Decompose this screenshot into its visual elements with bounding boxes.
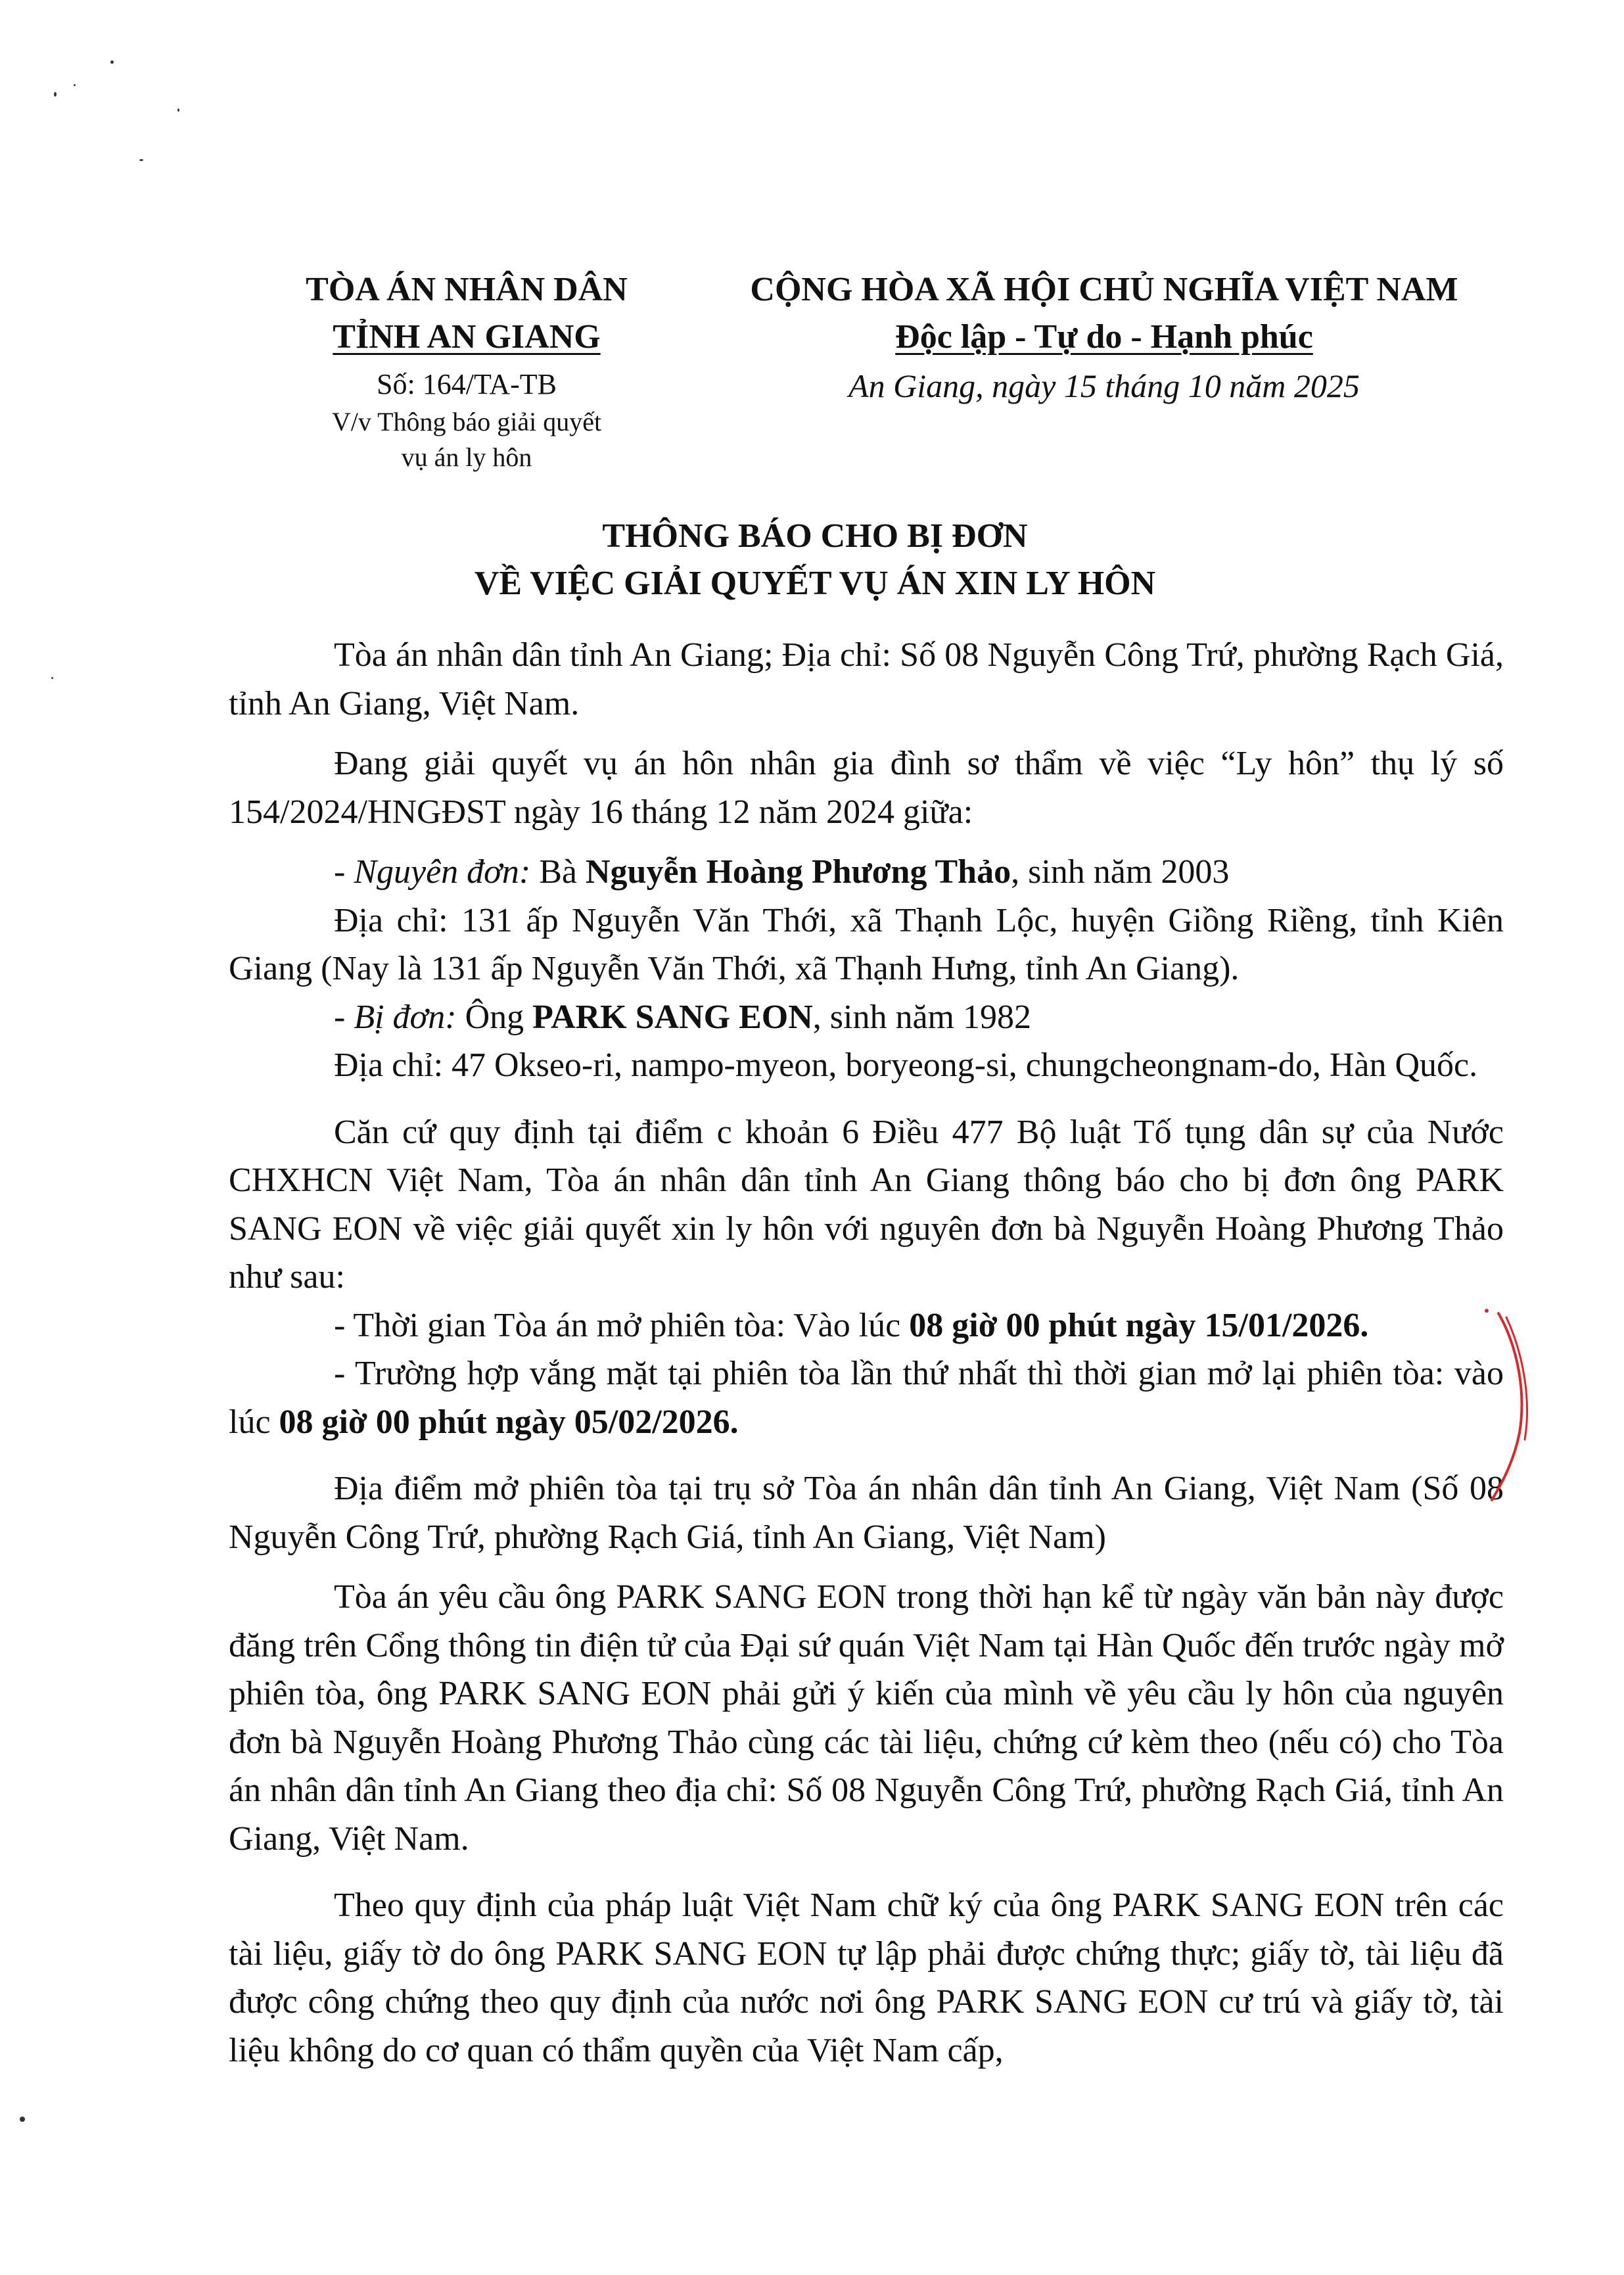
plaintiff-prefix: Bà xyxy=(530,853,586,891)
plaintiff-label: - Nguyên đơn: xyxy=(334,853,531,891)
plaintiff-address: Địa chỉ: 131 ấp Nguyễn Văn Thới, xã Thạnh Lộc, huyện Giồng Riềng, tỉnh Kiên Giang (Nay là 131 ấp Nguyễn Văn Thới, xã Thạnh Hưng, tỉnh An Giang). xyxy=(229,901,1504,987)
scan-speck xyxy=(20,2117,25,2122)
plaintiff-birth-year: , sinh năm 2003 xyxy=(1011,853,1230,891)
defendant-label: - Bị đơn: xyxy=(334,998,457,1036)
handwritten-mark xyxy=(1472,1308,1538,1505)
title-line2: VỀ VIỆC GIẢI QUYẾT VỤ ÁN XIN LY HÔN xyxy=(474,565,1156,602)
hearing-location-paragraph: Địa điểm mở phiên tòa tại trụ sở Tòa án nhân dân tỉnh An Giang, Việt Nam (Số 08 Nguyễn Công Trứ, phường Rạch Giá, tỉnh An Giang, Việt Nam) xyxy=(229,1470,1504,1556)
first-hearing-time: 08 giờ 00 phút ngày 15/01/2026. xyxy=(909,1306,1369,1344)
document-body xyxy=(229,631,1504,2075)
country-name: CỘNG HÒA XÃ HỘI CHỦ NGHĨA VIỆT NAM xyxy=(750,271,1458,308)
court-address-paragraph: Tòa án nhân dân tỉnh An Giang; Địa chỉ: Số 08 Nguyễn Công Trứ, phường Rạch Giá, tỉnh An Giang, Việt Nam. xyxy=(229,636,1504,722)
defendant-address: Địa chỉ: 47 Okseo-ri, nampo-myeon, boryeong-si, chungcheongnam-do, Hàn Quốc. xyxy=(334,1046,1478,1084)
scan-speck xyxy=(54,92,57,97)
issuer-province xyxy=(269,314,664,361)
issue-date: An Giang, ngày 15 tháng 10 năm 2025 xyxy=(848,367,1360,404)
scan-speck xyxy=(139,159,143,161)
issuer-province-text: TỈNH AN GIANG xyxy=(333,318,601,356)
issuer-name: TÒA ÁN NHÂN DÂN xyxy=(306,271,628,308)
scan-speck xyxy=(51,677,53,679)
defendant-name: PARK SANG EON xyxy=(532,998,813,1036)
issuer-block xyxy=(269,266,664,475)
document-number: Số: 164/TA-TB xyxy=(377,368,557,400)
scan-speck xyxy=(177,108,179,112)
handwritten-bracket-stroke xyxy=(1492,1313,1521,1500)
second-hearing-time: 08 giờ 00 phút ngày 05/02/2026. xyxy=(279,1403,739,1441)
defendant-prefix: Ông xyxy=(456,998,533,1036)
national-motto-block xyxy=(723,266,1485,410)
title-line1: THÔNG BÁO CHO BỊ ĐƠN xyxy=(602,517,1028,555)
document-subject-line1: V/v Thông báo giải quyết xyxy=(331,407,602,436)
court-request-paragraph: Tòa án yêu cầu ông PARK SANG EON trong thời hạn kể từ ngày văn bản này được đăng trên Cổng thông tin điện tử của Đại sứ quán Việt Nam tại Hàn Quốc đến trước ngày mở phiên tòa, ông PARK SANG EON phải gửi ý kiến của mình về yêu cầu ly hôn của nguyên đơn bà Nguyễn Hoàng Phương Thảo cùng các tài liệu, chứng cứ kèm theo (nếu có) cho Tòa án nhân dân tỉnh An Giang theo địa chỉ: Số 08 Nguyễn Công Trứ, phường Rạch Giá, tỉnh An Giang, Việt Nam. xyxy=(229,1578,1504,1858)
defendant-birth-year: , sinh năm 1982 xyxy=(812,998,1032,1036)
handwritten-dot xyxy=(1485,1309,1489,1313)
first-hearing-line xyxy=(229,1302,1504,1350)
plaintiff-name: Nguyễn Hoàng Phương Thảo xyxy=(586,853,1011,891)
legal-basis-paragraph: Căn cứ quy định tại điểm c khoản 6 Điều 477 Bộ luật Tố tụng dân sự của Nước CHXHCN Việt Nam, Tòa án nhân dân tỉnh An Giang thông báo cho bị đơn ông PARK SANG EON về việc giải quyết xin ly hôn với nguyên đơn bà Nguyễn Hoàng Phương Thảo như sau: xyxy=(229,1113,1504,1296)
document-subject-line2: vụ án ly hôn xyxy=(401,442,532,472)
first-hearing-text: - Thời gian Tòa án mở phiên tòa: Vào lúc xyxy=(334,1306,910,1344)
national-motto-text: Độc lập - Tự do - Hạnh phúc xyxy=(895,318,1313,356)
scan-speck xyxy=(74,84,76,86)
case-info-paragraph: Đang giải quyết vụ án hôn nhân gia đình sơ thẩm về việc “Ly hôn” thụ lý số 154/2024/HNGĐST ngày 16 tháng 12 năm 2024 giữa: xyxy=(229,745,1504,831)
defendant-line xyxy=(229,993,1504,1042)
second-hearing-text: - Trường hợp vắng mặt tại phiên tòa lần thứ nhất thì thời gian mở lại phiên tòa: vào lúc xyxy=(229,1355,1504,1441)
second-hearing-paragraph xyxy=(229,1349,1504,1446)
plaintiff-line xyxy=(229,848,1504,897)
national-motto xyxy=(723,314,1485,361)
scan-speck xyxy=(110,60,114,64)
document-title xyxy=(197,513,1433,607)
signature-certification-paragraph: Theo quy định của pháp luật Việt Nam chữ ký của ông PARK SANG EON trên các tài liệu, giấy tờ do ông PARK SANG EON tự lập phải được chứng thực; giấy tờ, tài liệu đã được công chứng theo quy định của nước nơi ông PARK SANG EON cư trú và giấy tờ, tài liệu không do cơ quan có thẩm quyền của Việt Nam cấp, xyxy=(229,1887,1504,2069)
